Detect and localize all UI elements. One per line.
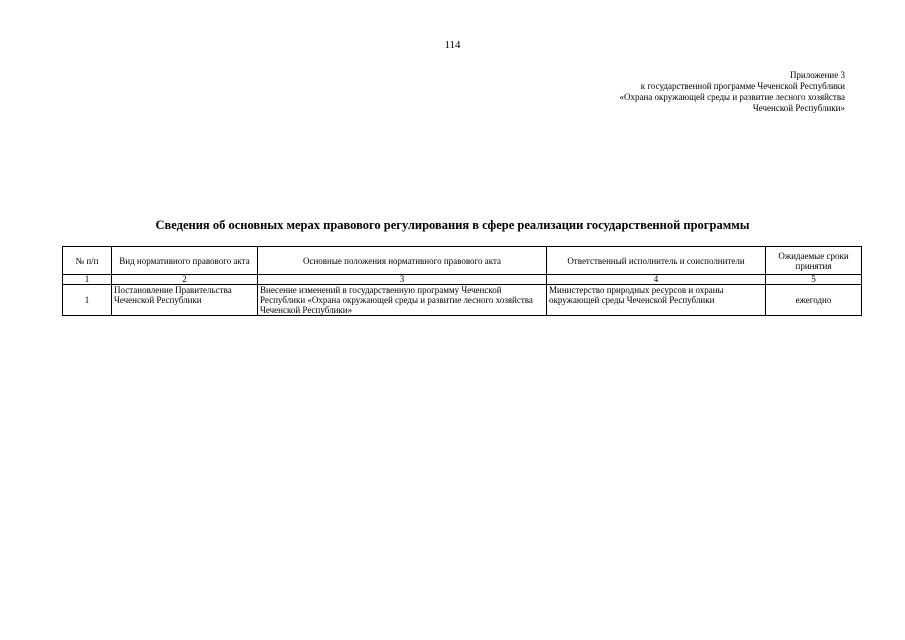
column-number: 2	[112, 275, 258, 285]
header-provisions: Основные положения нормативного правового акта	[258, 247, 547, 275]
appendix-line-2: к государственной программе Чеченской Республики	[640, 81, 845, 91]
header-act-type: Вид нормативного правового акта	[112, 247, 258, 275]
row-provisions: Внесение изменений в государственную программу Чеченской Республики «Охрана окружающей среды и развитие лесного хозяйства Чеченской Республики»	[258, 285, 547, 316]
appendix-note	[619, 70, 845, 114]
header-executor: Ответственный исполнитель и соисполнители	[547, 247, 766, 275]
column-number-row	[63, 275, 862, 285]
header-term: Ожидаемые сроки принятия	[766, 247, 862, 275]
header-number: № п/п	[63, 247, 112, 275]
legal-measures-table	[62, 246, 862, 316]
appendix-line-4: Чеченской Республики»	[752, 103, 845, 113]
row-number: 1	[63, 285, 112, 316]
column-number: 4	[547, 275, 766, 285]
column-number: 3	[258, 275, 547, 285]
row-executor: Министерство природных ресурсов и охраны окружающей среды Чеченской Республики	[547, 285, 766, 316]
column-number: 1	[63, 275, 112, 285]
page-number: 114	[444, 39, 461, 51]
document-title: Сведения об основных мерах правового регулирования в сфере реализации государственной программы	[155, 218, 750, 232]
column-number: 5	[766, 275, 862, 285]
appendix-line-1: Приложение 3	[789, 70, 845, 80]
table-header-row	[63, 247, 862, 275]
table-row	[63, 285, 862, 316]
appendix-line-3: «Охрана окружающей среды и развитие лесного хозяйства	[619, 92, 845, 102]
row-act-type: Постановление Правительства Чеченской Республики	[112, 285, 258, 316]
row-term: ежегодно	[766, 285, 862, 316]
